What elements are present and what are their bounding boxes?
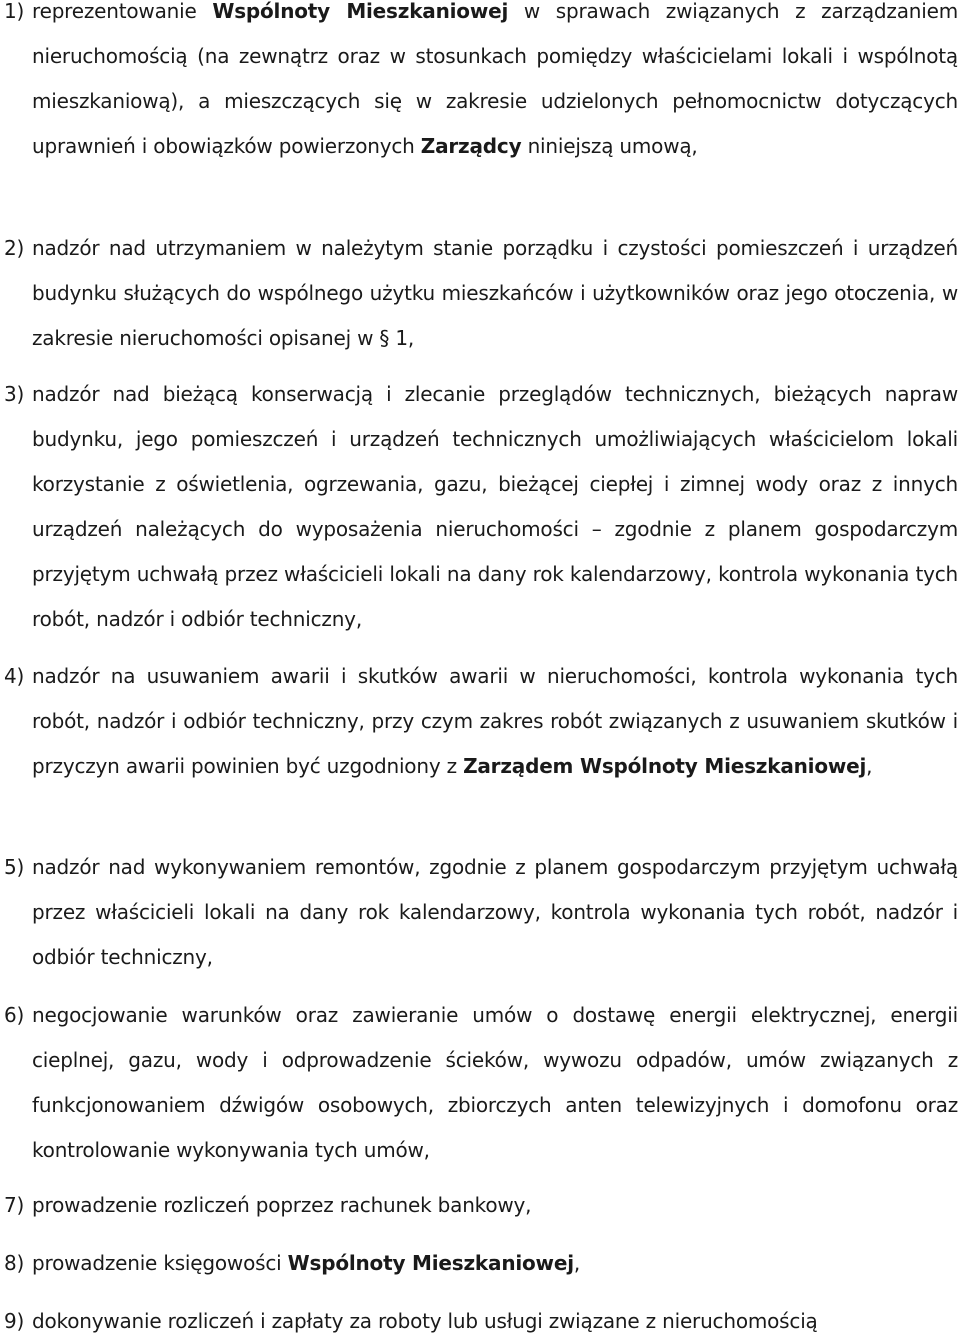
list-item-1 xyxy=(4,0,958,169)
text-segment: , xyxy=(866,754,873,778)
text-segment: nadzór na usuwaniem awarii i skutków awarii w nieruchomości, kontrola wykonania tych robót, nadzór i odbiór techniczny, przy czym zakres robót związanych z usuwaniem skutków i przyczyn awarii powinien być uzgodniony z xyxy=(32,664,958,778)
item-number: 6) xyxy=(4,1003,25,1027)
item-text xyxy=(32,654,958,789)
text-segment: niniejszą umową, xyxy=(521,134,698,158)
list-item-4 xyxy=(4,654,958,789)
text-segment: nadzór nad utrzymaniem w należytym stanie porządku i czystości pomieszczeń i urządzeń budynku służących do wspólnego użytku mieszkańców i użytkowników oraz jego otoczenia, w zakresie nieruchomości opisanej w § 1, xyxy=(32,236,958,350)
text-segment: , xyxy=(573,1251,581,1275)
item-number: 4) xyxy=(4,664,25,688)
text-segment: negocjowanie warunków oraz zawieranie umów o dostawę energii elektrycznej, energii cieplnej, gazu, wody i odprowadzenie ścieków, wywozu odpadów, umów związanych z funkcjonowaniem dźwigów osobowych, zbiorczych anten telewizyjnych i domofonu oraz kontrolowanie wykonywania tych umów, xyxy=(32,1003,958,1162)
item-number: 1) xyxy=(4,0,25,23)
item-text xyxy=(32,1241,958,1286)
bold-text-segment: Wspólnoty Mieszkaniowej xyxy=(287,1251,574,1275)
bold-text-segment: Zarządcy xyxy=(420,134,522,158)
item-text xyxy=(32,0,958,169)
item-text xyxy=(32,372,958,642)
item-number: 8) xyxy=(4,1251,25,1275)
item-number: 5) xyxy=(4,855,25,879)
item-text xyxy=(32,1299,958,1344)
text-segment: nadzór nad bieżącą konserwacją i zlecanie przeglądów technicznych, bieżących napraw budynku, jego pomieszczeń i urządzeń technicznych umożliwiających właścicielom lokali korzystanie z oświetlenia, ogrzewania, gazu, bieżącej ciepłej i zimnej wody oraz z innych urządzeń należących do wyposażenia nieruchomości – zgodnie z planem gospodarczym przyjętym uchwałą przez właścicieli lokali na dany rok kalendarzowy, kontrola wykonania tych robót, nadzór i odbiór techniczny, xyxy=(32,382,958,631)
item-number: 9) xyxy=(4,1309,25,1333)
text-segment: nadzór nad wykonywaniem remontów, zgodnie z planem gospodarczym przyjętym uchwałą przez właścicieli lokali na dany rok kalendarzowy, kontrola wykonania tych robót, nadzór i odbiór techniczny, xyxy=(32,855,958,969)
item-number: 2) xyxy=(4,236,25,260)
text-segment: prowadzenie księgowości xyxy=(32,1251,288,1275)
list-item-2 xyxy=(4,226,958,361)
list-item-7 xyxy=(4,1183,958,1228)
item-number: 3) xyxy=(4,382,25,406)
list-item-3 xyxy=(4,372,958,642)
text-segment: dokonywanie rozliczeń i zapłaty za roboty lub usługi związane z nieruchomością xyxy=(32,1309,818,1333)
list-item-5 xyxy=(4,845,958,980)
item-text xyxy=(32,1183,958,1228)
text-segment: reprezentowanie xyxy=(32,0,213,23)
item-number: 7) xyxy=(4,1193,25,1217)
bold-text-segment: Wspólnoty Mieszkaniowej xyxy=(212,0,509,23)
item-text xyxy=(32,993,958,1173)
list-item-6 xyxy=(4,993,958,1173)
text-segment: w sprawach związanych z zarządzaniem nieruchomością (na zewnątrz oraz w stosunkach pomiędzy właścicielami lokali i wspólnotą mieszkaniową), a mieszczących się w zakresie udzielonych pełnomocnictw dotyczących uprawnień i obowiązków powierzonych xyxy=(32,0,958,158)
text-segment: prowadzenie rozliczeń poprzez rachunek bankowy, xyxy=(32,1193,532,1217)
item-text xyxy=(32,845,958,980)
bold-text-segment: Zarządem Wspólnoty Mieszkaniowej xyxy=(463,754,867,778)
list-item-9 xyxy=(4,1299,958,1344)
item-text xyxy=(32,226,958,361)
list-item-8 xyxy=(4,1241,958,1286)
